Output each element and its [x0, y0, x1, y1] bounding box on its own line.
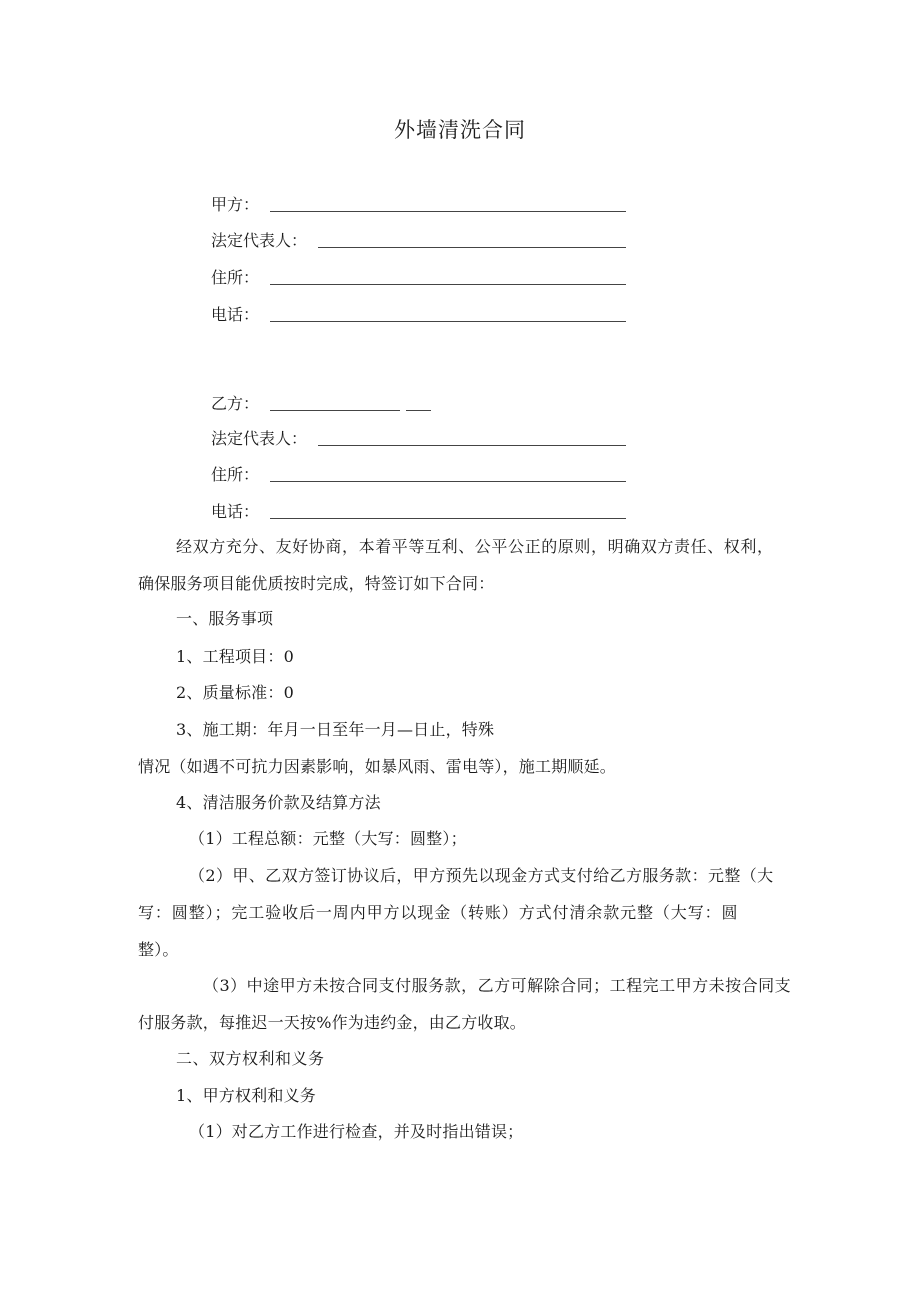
payment-sub-2-line-1: （2）甲、乙双方签订协议后，甲方预先以现金方式支付给乙方服务款：元整（大 [189, 866, 774, 885]
document-title: 外墙清洗合同 [394, 118, 526, 142]
payment-sub-2-line-2: 写：圆整）；完工验收后一周内甲方以现金（转账）方式付清余款元整（大写：圆 [138, 903, 739, 922]
service-item-1: 1、工程项目：0 [176, 647, 294, 666]
party-b-blank-line-tail [406, 410, 431, 411]
service-item-2: 2、质量标准：0 [176, 683, 294, 702]
service-item-3-line-1: 3、施工期：年月一日至年一月—日止，特殊 [176, 720, 495, 739]
rights-sub-1: （1）对乙方工作进行检查，并及时指出错误； [189, 1122, 524, 1141]
section-1-heading: 一、服务事项 [176, 609, 274, 628]
party-a-blank-line [270, 211, 626, 212]
intro-paragraph-line-1: 经双方充分、友好协商，本着平等互利、公平公正的原则，明确双方责任、权利， [176, 537, 774, 556]
payment-sub-3-line-2: 付服务款，每推迟一天按%作为违约金，由乙方收取。 [138, 1013, 527, 1032]
party-b-blank-line [270, 410, 400, 411]
party-b-rep-blank-line [318, 445, 626, 446]
rights-item-1: 1、甲方权利和义务 [176, 1086, 316, 1105]
payment-sub-1: （1）工程总额：元整（大写：圆整）； [189, 829, 467, 848]
party-a-tel-blank-line [270, 321, 626, 322]
party-b-address-blank-line [270, 481, 626, 482]
party-a-tel-label: 电话： [211, 305, 260, 324]
party-a-label: 甲方： [211, 195, 260, 214]
payment-sub-3-line-1: （3）中途甲方未按合同支付服务款，乙方可解除合同；工程完工甲方未按合同支 [203, 976, 792, 995]
party-a-address-label: 住所： [211, 268, 260, 287]
party-a-rep-blank-line [318, 247, 626, 248]
party-b-label: 乙方： [211, 394, 260, 413]
party-b-address-label: 住所： [211, 465, 260, 484]
party-b-tel-label: 电话： [211, 502, 260, 521]
section-2-heading: 二、双方权利和义务 [176, 1049, 325, 1068]
service-item-4: 4、清洁服务价款及结算方法 [176, 793, 381, 812]
service-item-3-line-2: 情况（如遇不可抗力因素影响，如暴风雨、雷电等），施工期顺延。 [138, 757, 617, 776]
party-a-address-blank-line [270, 284, 626, 285]
party-b-tel-blank-line [270, 518, 626, 519]
payment-sub-2-line-3: 整）。 [138, 940, 179, 959]
party-b-rep-label: 法定代表人： [211, 429, 308, 448]
intro-paragraph-line-2: 确保服务项目能优质按时完成，特签订如下合同： [138, 574, 495, 593]
party-a-rep-label: 法定代表人： [211, 231, 308, 250]
